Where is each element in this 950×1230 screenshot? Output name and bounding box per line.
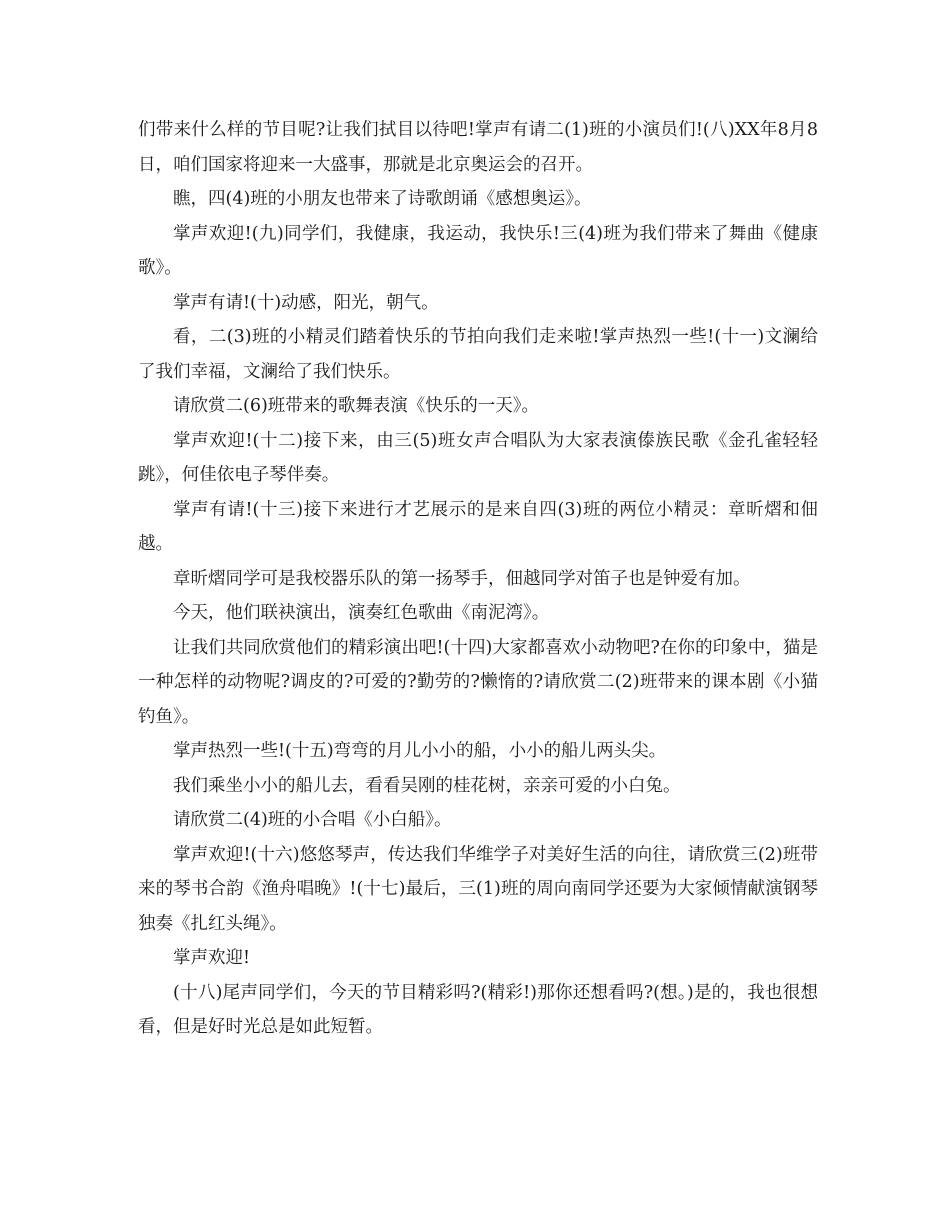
paragraph-16: 掌声欢迎!: [173, 948, 251, 968]
paragraph-4: 掌声有请!(十)动感，阳光，朝气。: [173, 292, 439, 313]
paragraph-12: 掌声热烈一些!(十五)弯弯的月儿小小的船，小小的船儿两头尖。: [173, 741, 667, 761]
paragraph-17: (十八)尾声同学们，今天的节目精彩吗?(精彩!)那你还想看吗?(想。)是的，我也很想看，但是好时光总是如此短暂。: [138, 982, 818, 1037]
paragraph-8: 掌声有请!(十三)接下来进行才艺展示的是来自四(3)班的两位小精灵：章昕熠和佃越。: [138, 499, 818, 554]
paragraph-1: 们带来什么样的节目呢?让我们拭目以待吧!掌声有请二(1)班的小演员们!(八)XX年8月8日，咱们国家将迎来一大盛事，那就是北京奥运会的召开。: [138, 120, 818, 175]
paragraph-5: 看，二(3)班的小精灵们踏着快乐的节拍向我们走来啦!掌声热烈一些!(十一)文澜给了我们幸福，文澜给了我们快乐。: [138, 327, 818, 382]
paragraph-10: 今天，他们联袂演出，演奏红色歌曲《南泥湾》。: [173, 603, 550, 623]
paragraph-15: 掌声欢迎!(十六)悠悠琴声，传达我们华维学子对美好生活的向往，请欣赏三(2)班带来的琴书合韵《渔舟唱晚》!(十七)最后，三(1)班的周向南同学还要为大家倾情献演钢琴独奏《扎红头绳》。: [138, 844, 818, 934]
paragraph-9: 章昕熠同学可是我校器乐队的第一扬琴手，佃越同学对笛子也是钟爱有加。: [173, 568, 751, 589]
paragraph-2: 瞧，四(4)班的小朋友也带来了诗歌朗诵《感想奥运》。: [173, 189, 592, 209]
paragraph-13: 我们乘坐小小的船儿去，看看吴刚的桂花树，亲亲可爱的小白兔。: [173, 775, 681, 796]
document-body: [138, 113, 818, 1045]
paragraph-7: 掌声欢迎!(十二)接下来，由三(5)班女声合唱队为大家表演傣族民歌《金孔雀轻轻跳》，何佳依电子琴伴奏。: [138, 430, 818, 485]
paragraph-11: 让我们共同欣赏他们的精彩演出吧!(十四)大家都喜欢小动物吧?在你的印象中，猫是一种怎样的动物呢?调皮的?可爱的?勤劳的?懒惰的?请欣赏二(2)班带来的课本剧《小猫钓鱼》。: [138, 637, 818, 727]
paragraph-14: 请欣赏二(4)班的小合唱《小白船》。: [173, 810, 452, 830]
paragraph-6: 请欣赏二(6)班带来的歌舞表演《快乐的一天》。: [173, 396, 540, 416]
paragraph-3: 掌声欢迎!(九)同学们，我健康，我运动，我快乐!三(4)班为我们带来了舞曲《健康歌》。: [138, 223, 818, 278]
